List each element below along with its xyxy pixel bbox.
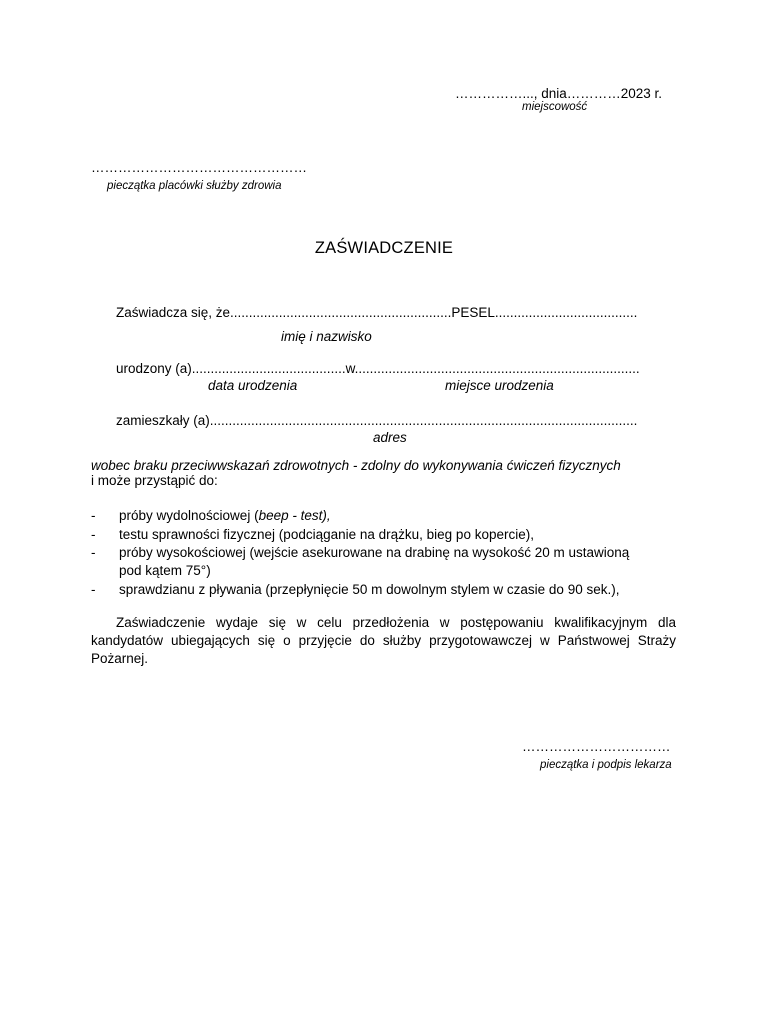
list-item: próby wysokościowej (wejście asekurowane na drabinę na wysokość 20 m ustawioną (119, 545, 630, 560)
list-item-text: próby wydolnościowej ( (119, 508, 259, 523)
name-caption: imię i nazwisko (281, 329, 372, 344)
list-item: testu sprawności fizycznej (podciąganie na drążku, bieg po kopercie), (119, 527, 534, 542)
stamp-dots: ………………………………………… (91, 160, 307, 175)
birth-line: urodzony (a).........................................w............................................................................ (116, 361, 640, 376)
list-item (119, 508, 331, 523)
list-dash: - (91, 545, 96, 560)
purpose-paragraph: Zaświadczenie wydaje się w celu przedłożenia w postępowaniu kwalifikacyjnym dla kandydatów ubiegających się o przyjęcie do służby przygotowawczej w Państwowej Straży Pożarnej. (91, 615, 676, 666)
stamp-caption: pieczątka placówki służby zdrowia (107, 180, 282, 192)
place-caption: miejscowość (522, 101, 588, 113)
signature-caption: pieczątka i podpis lekarza (540, 759, 672, 771)
statement-italic: wobec braku przeciwwskazań zdrowotnych - zdolny do wykonywania ćwiczeń fizycznych (91, 458, 621, 473)
name-pesel-line: Zaświadcza się, że...........................................................PESEL...................................... (116, 305, 638, 320)
list-dash: - (91, 527, 96, 542)
place-date-line: ……………..., dnia…………2023 r. (455, 86, 663, 101)
list-dash: - (91, 508, 96, 523)
address-caption: adres (373, 430, 407, 445)
document-title: ZAŚWIADCZENIE (314, 239, 454, 257)
list-item: sprawdzianu z pływania (przepłynięcie 50 m dowolnym stylem w czasie do 90 sek.), (119, 582, 620, 597)
list-dash: - (91, 582, 96, 597)
list-item-continuation: pod kątem 75°) (119, 563, 211, 578)
birthdate-caption: data urodzenia (208, 378, 298, 393)
signature-dots: …………………………… (522, 739, 671, 754)
statement-normal: i może przystąpić do: (91, 473, 218, 488)
birthplace-caption: miejsce urodzenia (445, 378, 554, 393)
address-line: zamieszkały (a).................................................................................................................. (116, 413, 638, 428)
list-item-italic: beep - test), (258, 508, 331, 523)
